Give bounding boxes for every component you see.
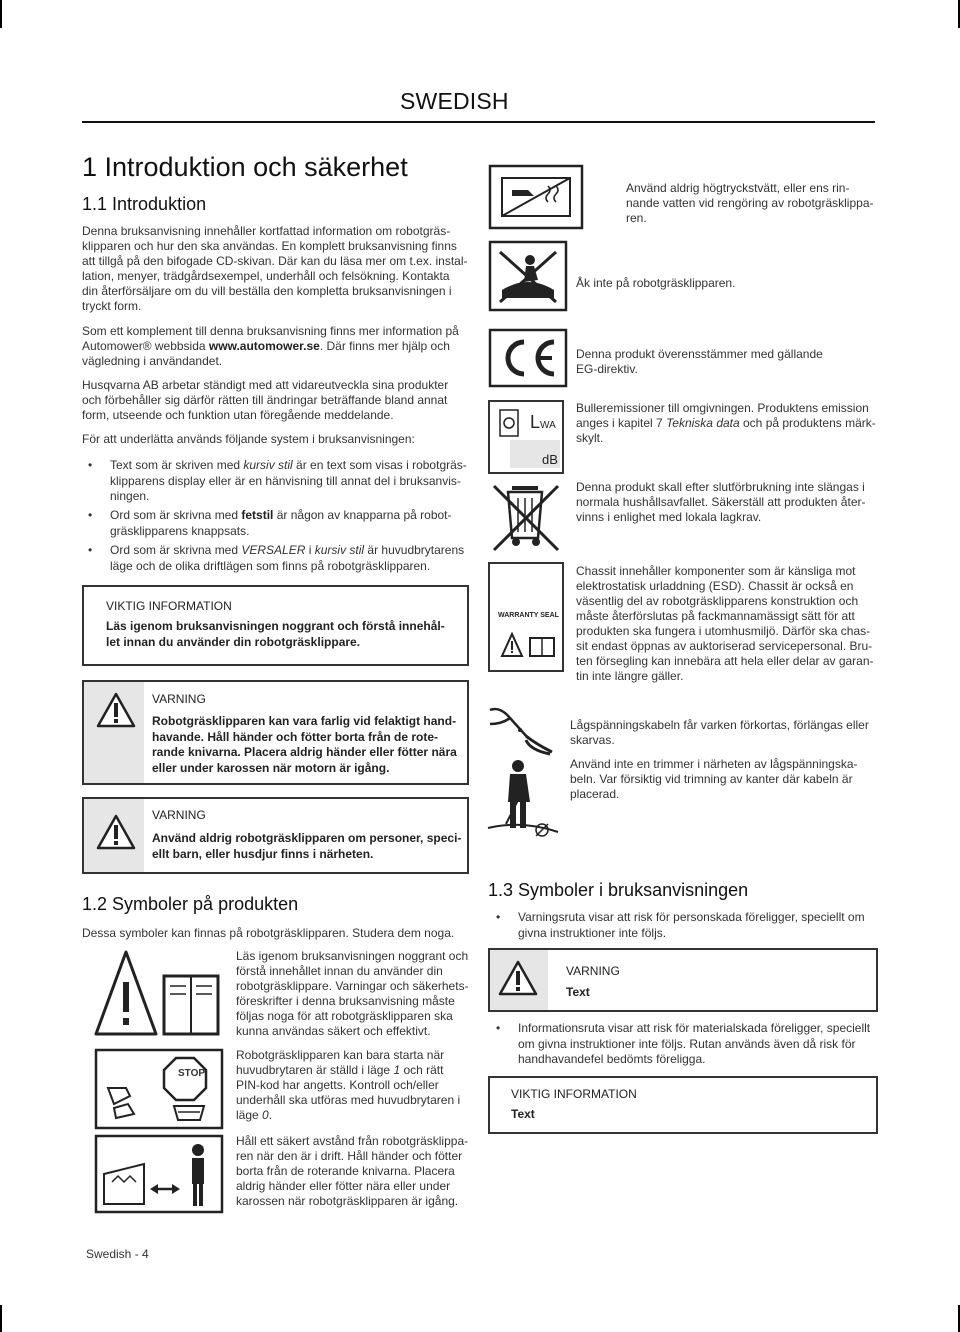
language-header: SWEDISH bbox=[400, 88, 509, 114]
trimmer-person-icon bbox=[486, 756, 560, 842]
crop-mark-bottom-left bbox=[0, 1305, 2, 1332]
warning-text: Använd aldrig robotgräsklipparen om personer, speci- ellt barn, eller husdjur finns i närheten. bbox=[152, 831, 462, 861]
text-line: Som ett komplement till denna bruksanvisning finns mer information på bbox=[82, 324, 459, 338]
noise-emission-icon bbox=[488, 400, 564, 474]
header-rule bbox=[82, 121, 875, 123]
stop-label: STOP bbox=[178, 1068, 206, 1079]
warning-triangle-icon bbox=[96, 692, 136, 728]
text-line: Använd inte en trimmer i närheten av lågspänningska- bbox=[570, 757, 858, 771]
text-line: form, utseende och funktion utan föregående meddelande. bbox=[82, 408, 394, 422]
lwa-label: LWA bbox=[530, 412, 556, 432]
ce-mark-icon bbox=[488, 328, 568, 388]
product-symbols-intro: Dessa symboler kan finnas på robotgräsklipparen. Studera dem noga. bbox=[82, 926, 455, 940]
text-line: Chassit innehåller komponenter som är känsliga mot bbox=[576, 564, 856, 578]
info-box-text: Text bbox=[511, 1107, 535, 1121]
text-line: tin inte längre gäller. bbox=[576, 669, 684, 683]
text-line: placerad. bbox=[570, 787, 620, 801]
text-line: Husqvarna AB arbetar ständigt med att vidareutveckla sina produkter bbox=[82, 378, 449, 392]
warning-text: Text bbox=[566, 985, 590, 999]
warning-title: VARNING bbox=[152, 808, 206, 822]
text-line: skarvas. bbox=[570, 733, 615, 747]
warning-text: Robotgräsklipparen kan vara farlig vid felaktigt hand- havande. Håll händer och fötter borta från de rote- rande knivarna. Placera aldrig händer eller fötter nära eller under karossen när motorn är igång. bbox=[152, 714, 457, 775]
text-line: normala hushållsavfallet. Säkerställ att produkten åter- bbox=[576, 495, 866, 509]
text-line: robotgräsklippare. Varningar och säkerhets- bbox=[236, 979, 469, 993]
text-line: Denna bruksanvisning innehåller kortfattad information om robotgräs- bbox=[82, 224, 451, 238]
list-item: • Ord som är skrivna med fetstil är någon av knapparna på robot- gräsklipparens knappsats. bbox=[110, 508, 452, 539]
read-manual-warning-icon bbox=[94, 948, 224, 1040]
no-riding-icon bbox=[488, 240, 568, 312]
text-line: Automower® webbsida www.automower.se. Där finns mer hjälp och bbox=[82, 339, 450, 353]
warning-triangle-icon bbox=[96, 814, 136, 850]
text-line: nande vatten vid rengöring av robotgräsklippa- bbox=[626, 196, 874, 210]
text-line: PIN-kod har angetts. Kontroll och/eller bbox=[236, 1078, 439, 1092]
text-line: följas noga för att robotgräsklipparen ska bbox=[236, 1009, 453, 1023]
info-box-text: Läs igenom bruksanvisningen noggrant och förstå innehål- let innan du använder din robotgräsklippare. bbox=[106, 619, 445, 649]
text-line: Läs igenom bruksanvisningen noggrant och bbox=[236, 949, 469, 963]
example-info-box bbox=[488, 1076, 878, 1134]
text-line: sit endast öppnas av auktoriserad servicepersonal. Bru- bbox=[576, 639, 873, 653]
text-line: Denna produkt överensstämmer med gällande bbox=[576, 347, 823, 361]
text-line: lation, menyer, trädgårdsexempel, underhåll och felsökning. Kontakta bbox=[82, 269, 450, 283]
crop-mark-top-left bbox=[0, 0, 2, 28]
text-line: ren när den är i drift. Håll händer och fötter bbox=[236, 1149, 463, 1163]
system-paragraph: För att underlätta används följande system i bruksanvisningen: bbox=[82, 432, 415, 446]
text-line: ren. bbox=[626, 211, 647, 225]
text-line: läge 0. bbox=[236, 1108, 273, 1122]
text-line: din återförsäljare om du vill beställa den kompletta bruksanvisningen i bbox=[82, 284, 452, 298]
text-line: måste återförslutas på fackmannamässigt sätt för att bbox=[576, 609, 855, 623]
text-line: elektrostatisk urladdning (ESD). Chassit är också en bbox=[576, 579, 854, 593]
list-item: • Text som är skriven med kursiv stil är en text som visas i robotgräs- klipparens display eller är en hänvisning till annat del i bruksanvis- ningen. bbox=[110, 458, 467, 505]
text-line: väsentlig del av robotgräsklipparens konstruktion och bbox=[576, 594, 859, 608]
text-line: Använd aldrig högtryckstvätt, eller ens rin- bbox=[626, 181, 850, 195]
page-number: Swedish - 4 bbox=[86, 1247, 149, 1261]
text-line: karossen när robotgräsklipparen är igång. bbox=[236, 1194, 459, 1208]
info-box-title: VIKTIG INFORMATION bbox=[511, 1087, 637, 1101]
list-item: • Ord som är skrivna med VERSALER i kursiv stil är huvudbrytarens läge och de olika driftlägen som finns på robotgräsklipparen. bbox=[110, 543, 464, 574]
section-heading-introduction: 1.1 Introduktion bbox=[82, 194, 207, 214]
text-line: vinns i enlighet med lokala lagkrav. bbox=[576, 510, 762, 524]
speaker-icon bbox=[498, 408, 520, 438]
text-line: ten försegling kan innebära att hela eller delar av garan- bbox=[576, 654, 874, 668]
warranty-seal-icon bbox=[488, 562, 564, 672]
info-box-title: VIKTIG INFORMATION bbox=[106, 599, 232, 613]
text-line: produkten ska fungera i utomhusmiljö. Därför ska chas- bbox=[576, 624, 871, 638]
text-line: vägledning i användandet. bbox=[82, 354, 223, 368]
no-high-pressure-wash-icon bbox=[488, 164, 584, 230]
section-heading-manual-symbols: 1.3 Symboler i bruksanvisningen bbox=[488, 880, 749, 900]
list-item: • Informationsruta visar att risk för materialskada föreligger, speciellt om givna instruktioner inte följs. Rutan används även då risk för handhavandefel bedömts föreligga. bbox=[518, 1021, 870, 1068]
text-line: underhåll ska utföras med huvudbrytaren i bbox=[236, 1093, 461, 1107]
text-line: Håll ett säkert avstånd från robotgräsklippa- bbox=[236, 1134, 469, 1148]
text-line: aldrig händer eller fötter nära eller under bbox=[236, 1179, 451, 1193]
text-line: Bulleremissioner till omgivningen. Produktens emission bbox=[576, 401, 869, 415]
text-line: förstå innehållet innan du använder din bbox=[236, 964, 443, 978]
text-line: Denna produkt skall efter slutförbrukning inte slängas i bbox=[576, 480, 865, 494]
text-line: anges i kapitel 7 Tekniska data och på produktens märk- bbox=[576, 416, 876, 430]
text-line: borta från de roterande knivarna. Placera bbox=[236, 1164, 455, 1178]
text-line: och förbehåller sig därför rätten till ändringar beträffande bland annat bbox=[82, 393, 448, 407]
text-line: föreskrifter i denna bruksanvisning måste bbox=[236, 994, 455, 1008]
text-line: beln. Var försiktig vid trimning av kanter där kabeln är bbox=[570, 772, 853, 786]
warning-triangle-icon bbox=[498, 960, 538, 996]
list-item: • Varningsruta visar att risk för personskada föreligger, speciellt om givna instruktioner inte följs. bbox=[518, 910, 865, 941]
text-line: klipparen och hur den ska användas. En komplett bruksanvisning finns bbox=[82, 239, 457, 253]
page-title: 1 Introduktion och säkerhet bbox=[82, 152, 408, 182]
text-line: huvudbrytaren är ställd i läge 1 och rätt bbox=[236, 1063, 444, 1077]
text-line: tryckt form. bbox=[82, 299, 142, 313]
text-line: EG-direktiv. bbox=[576, 362, 638, 376]
safe-distance-icon bbox=[94, 1134, 224, 1214]
warning-title: VARNING bbox=[566, 964, 620, 978]
text-line: Robotgräsklipparen kan bara starta när bbox=[236, 1048, 445, 1062]
cable-cutter-icon bbox=[486, 704, 560, 758]
text-line: Lågspänningskabeln får varken förkortas, förlängas eller bbox=[570, 718, 869, 732]
symbol-description: Åk inte på robotgräsklipparen. bbox=[576, 276, 736, 290]
text-line: skylt. bbox=[576, 431, 604, 445]
website-link[interactable]: www.automower.se bbox=[208, 339, 320, 353]
warning-title: VARNING bbox=[152, 692, 206, 706]
text-line: kunna användas säkert och effektivt. bbox=[236, 1024, 431, 1038]
section-heading-product-symbols: 1.2 Symboler på produkten bbox=[82, 894, 299, 914]
stop-maintenance-icon bbox=[94, 1048, 224, 1130]
warning-book-icon bbox=[500, 632, 556, 658]
text-line: att tillgå på den bifogade CD-skivan. Där kan du läsa mer om t.ex. instal- bbox=[82, 254, 468, 268]
db-label: dB bbox=[542, 452, 558, 467]
warranty-seal-label: WARRANTY SEAL bbox=[498, 612, 559, 619]
crossed-out-bin-icon bbox=[488, 480, 564, 554]
